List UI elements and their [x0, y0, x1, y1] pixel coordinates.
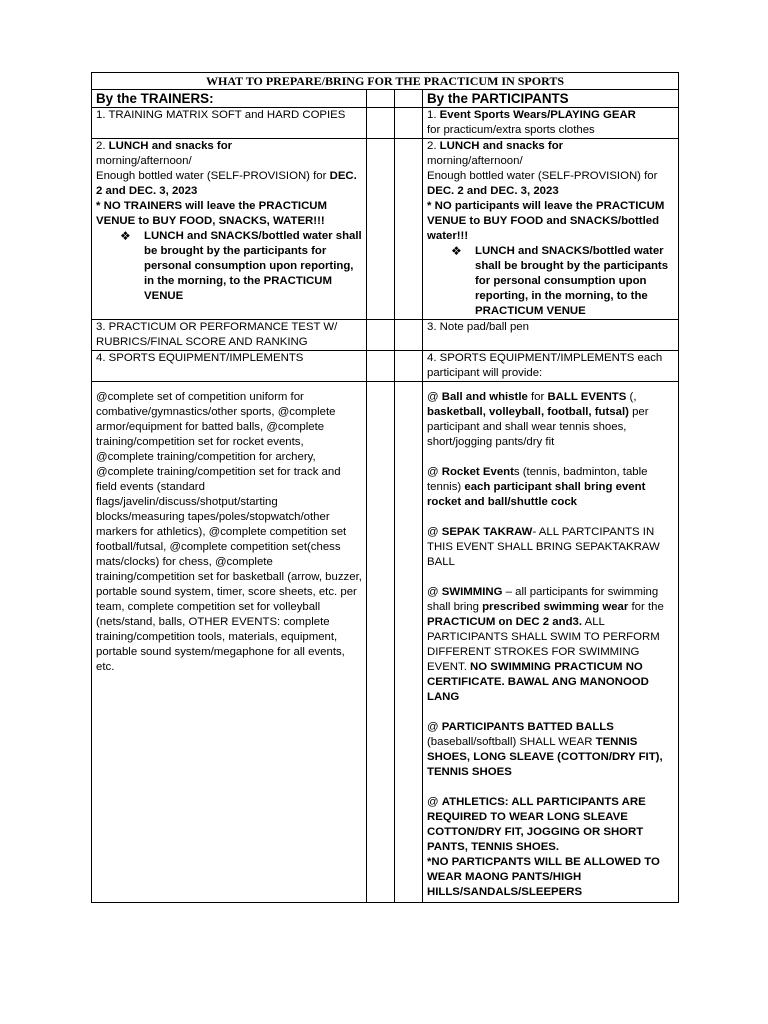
item-4-row [92, 351, 679, 382]
batted-attire: TENNIS SHOES, LONG SLEAVE (COTTON/DRY FIT), TENNIS SHOES [427, 736, 663, 778]
diamond-bullet-icon: ❖ [120, 229, 131, 243]
water-note: Enough bottled water (SELF-PROVISION) for [427, 170, 658, 182]
rocket-event: Rocket Event [441, 466, 514, 478]
event-dates: DEC. 2 and DEC. 3, 2023 [96, 170, 357, 197]
swimming-item [427, 585, 674, 705]
trainers-item-2 [92, 139, 367, 320]
participants-header: By the PARTICIPANTS [423, 90, 679, 108]
trainers-equipment-list: @complete set of competition uniform for combative/gymnastics/other sports, @complete armor/equipment for batted balls, @complete training/competition set for rocket events, @complete training/competition for archery, @complete training/competition set for track and field events (standard flags/javelin/discuss/shotput/starting blocks/measuring tapes/poles/stopwatch/other markers for athletics), @complete competition set football/futsal, @complete competition set(chess mats/clocks) for chess, @complete training/competition set for basketball (arrow, buzzer, portable sound system, timer, score sheets, etc. per team, complete competition set for volleyball (nets/stand, balls, OTHER EVENTS: complete training/competition tools, materials, equipment, portable sound system/megaphone for all events, etc. [92, 382, 367, 903]
participants-bullet [427, 244, 674, 319]
ball-events: BALL EVENTS [547, 391, 627, 403]
header-row [92, 90, 679, 108]
batted-balls: PARTICIPANTS BATTED BALLS [441, 721, 614, 733]
rocket-requirement: each participant shall bring event rocket and ball/shuttle cock [427, 481, 646, 508]
trainers-warning: * NO TRAINERS will leave the PRACTICUM VENUE to BUY FOOD, SNACKS, WATER!!! [96, 200, 328, 227]
sepak-takraw: SEPAK TAKRAW [441, 526, 533, 538]
spacer-cell [367, 139, 395, 320]
spacer-cell [395, 382, 423, 903]
at-sign: @ [427, 586, 442, 598]
text: – all participants for swimming shall bring [427, 586, 659, 613]
meal-times: morning/afternoon/ [96, 155, 192, 167]
item-3-row [92, 320, 679, 351]
rocket-events-item [427, 465, 674, 510]
requirements-table [91, 72, 679, 903]
text: for [527, 391, 548, 403]
equipment-row [92, 382, 679, 903]
item-number: 2. [96, 140, 109, 152]
spacer-column-2 [395, 90, 423, 108]
athletics-prohibition: *NO PARTICPANTS WILL BE ALLOWED TO WEAR MAONG PANTS/HIGH HILLS/SANDALS/SLEEPERS [427, 856, 660, 898]
text: (baseball/softball) SHALL WEAR [427, 736, 596, 748]
text: for the [628, 601, 664, 613]
trainers-item-4: 4. SPORTS EQUIPMENT/IMPLEMENTS [92, 351, 367, 382]
item-number: 2. [427, 140, 440, 152]
ball-sports: basketball, volleyball, football, futsal) [427, 406, 629, 418]
at-sign: @ [427, 721, 442, 733]
swim-warning: NO SWIMMING PRACTICUM NO CERTIFICATE. BAWAL ANG MANONOOD LANG [427, 661, 649, 703]
trainers-item-1: 1. TRAINING MATRIX SOFT and HARD COPIES [92, 108, 367, 139]
spacer-column-1 [367, 90, 395, 108]
participants-warning: * NO participants will leave the PRACTICUM VENUE to BUY FOOD and SNACKS/bottled water!!! [427, 200, 665, 242]
gear-label: Event Sports Wears/PLAYING GEAR [439, 109, 636, 121]
gear-detail: for practicum/extra sports clothes [427, 124, 595, 136]
spacer-cell [367, 351, 395, 382]
meal-times: morning/afternoon/ [427, 155, 523, 167]
spacer-cell [367, 108, 395, 139]
at-sign: @ [427, 391, 442, 403]
text: ALL PARTICIPANTS SHALL SWIM TO PERFORM DIFFERENT STROKES FOR SWIMMING EVENT. [427, 616, 660, 673]
lunch-label: LUNCH and snacks for [108, 140, 233, 152]
text: (, [626, 391, 637, 403]
trainers-bullet [96, 229, 362, 304]
at-sign: @ [427, 526, 442, 538]
bullet-text: LUNCH and SNACKS/bottled water shall be brought by the participants for personal consumption upon reporting, in the morning, to the PRACTICUM VENUE [144, 230, 362, 302]
text: per participant and shall wear tennis shoes, short/jogging pants/dry fit [427, 406, 649, 448]
swim-dates: PRACTICUM on DEC 2 and3. [427, 616, 583, 628]
at-sign: @ [427, 796, 442, 808]
participants-equipment-list [423, 382, 679, 903]
spacer-cell [395, 108, 423, 139]
table-title: WHAT TO PREPARE/BRING FOR THE PRACTICUM IN SPORTS [92, 73, 679, 90]
participants-item-2 [423, 139, 679, 320]
text: - ALL PARTCIPANTS IN THIS EVENT SHALL BRING SEPAKTAKRAW BALL [427, 526, 660, 568]
batted-balls-item [427, 720, 674, 780]
participants-item-4: 4. SPORTS EQUIPMENT/IMPLEMENTS each participant will provide: [423, 351, 679, 382]
participants-item-3: 3. Note pad/ball pen [423, 320, 679, 351]
sepak-takraw-item [427, 525, 674, 570]
lunch-label: LUNCH and snacks for [439, 140, 564, 152]
athletics-item [427, 795, 674, 855]
trainers-item-3: 3. PRACTICUM OR PERFORMANCE TEST W/ RUBRICS/FINAL SCORE AND RANKING [92, 320, 367, 351]
text: s (tennis, badminton, table tennis) [427, 466, 648, 493]
title-row [92, 73, 679, 90]
item-number: 1. [427, 109, 440, 121]
water-note: Enough bottled water (SELF-PROVISION) for [96, 170, 330, 182]
swimming: SWIMMING [441, 586, 503, 598]
spacer-cell [395, 320, 423, 351]
spacer-cell [395, 351, 423, 382]
spacer-cell [395, 139, 423, 320]
ball-events-item [427, 390, 674, 450]
bullet-text: LUNCH and SNACKS/bottled water shall be brought by the participants for personal consumption upon reporting, in the morning, to the PRACTICUM VENUE [475, 245, 669, 317]
swim-wear: prescribed swimming wear [482, 601, 629, 613]
ball-whistle: Ball and whistle [441, 391, 528, 403]
diamond-bullet-icon: ❖ [451, 244, 462, 258]
spacer-cell [367, 382, 395, 903]
at-sign: @ [427, 466, 442, 478]
athletics-attire: ATHLETICS: ALL PARTICIPANTS ARE REQUIRED TO WEAR LONG SLEAVE COTTON/DRY FIT, JOGGING OR SHORT PANTS, TENNIS SHOES. [427, 796, 646, 853]
spacer-cell [367, 320, 395, 351]
event-dates: DEC. 2 and DEC. 3, 2023 [427, 185, 559, 197]
item-1-row [92, 108, 679, 139]
trainers-header: By the TRAINERS: [92, 90, 367, 108]
item-2-row [92, 139, 679, 320]
participants-item-1 [423, 108, 679, 139]
